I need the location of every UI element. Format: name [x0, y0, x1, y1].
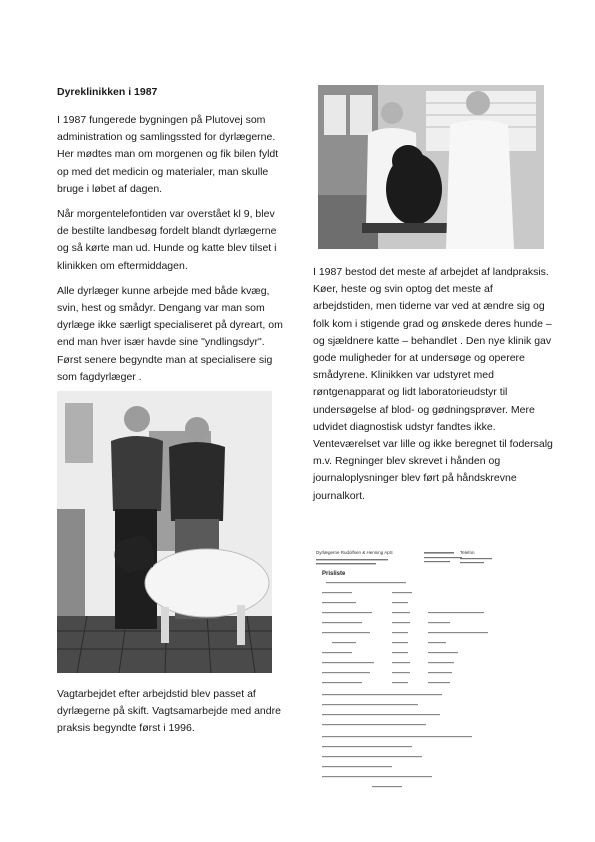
left-column-text: [57, 112, 289, 394]
bottom-left-text: Vagtarbejdet efter arbejdstid blev passet af dyrlægerne på skift. Vagtsamarbejde med andre praksis begyndte først i 1996.: [57, 688, 281, 735]
paragraph-specialisation: Alle dyrlæger kunne arbejde med både kvæg, svin, hest og smådyr. Dengang var man som dyrlæge ikke særligt specialiseret på dyreart, om end man hver især havde sine "yndlingsdyr". Først senere begyndte man at specialisere sig som fagdyrlæger .: [57, 284, 283, 383]
photo-vets-illustration: [318, 85, 544, 249]
photo-vets-with-dog: [318, 85, 544, 249]
paragraph-intro: I 1987 fungerede bygningen på Plutovej som administration og samlingssted for dyrlægerne. Her mødtes man om morgenen og fik bilen fyldt op med det medicin og materialer, man skulle bruge i løbet af dagen.: [57, 114, 279, 195]
right-column-text: I 1987 bestod det meste af arbejdet af landpraksis. Køer, heste og svin optog det meste af arbejdstiden, men tiderne var ved at ændre sig og folk kom i stigende grad og ønskede deres hunde – og sjældnere katte – behandlet . Den nye klinik gav gode muligheder for at undersøge og operere smådyrene. Klinikken var udstyret med røntgenapparat og lidt laboratorieudstyr til undersøgelse af blod- og gødningsprøver. Mere udvidet diagnostisk udstyr fandtes ikke. Venteværelset var lille og ikke beregnet til fodersalg m.v. Regninger blev skrevet i hånden og journaloplysninger blev ført på håndskrevne journalkort.: [313, 266, 553, 502]
section-heading: Dyreklinikken i 1987: [57, 86, 158, 98]
doc-header-left: Dyrlægerne Rudolfsen & Henning ApS: [316, 550, 393, 555]
doc-subtitle: Prisliste: [322, 571, 346, 577]
paragraph-morning-routine: Når morgentelefontiden var overstået kl 9, blev de bestilte landbesøg fordelt blandt dyrlægerne og så kørte man ud. Hunde og katte blev tilset i klinikken om eftermiddagen.: [57, 208, 277, 272]
price-list-document: [312, 546, 500, 796]
photo-vets-with-sheep: [57, 391, 272, 673]
doc-header-right: Telefon: [460, 550, 475, 555]
photo-sheep-illustration: [57, 391, 272, 673]
price-list-scan: [312, 546, 500, 796]
